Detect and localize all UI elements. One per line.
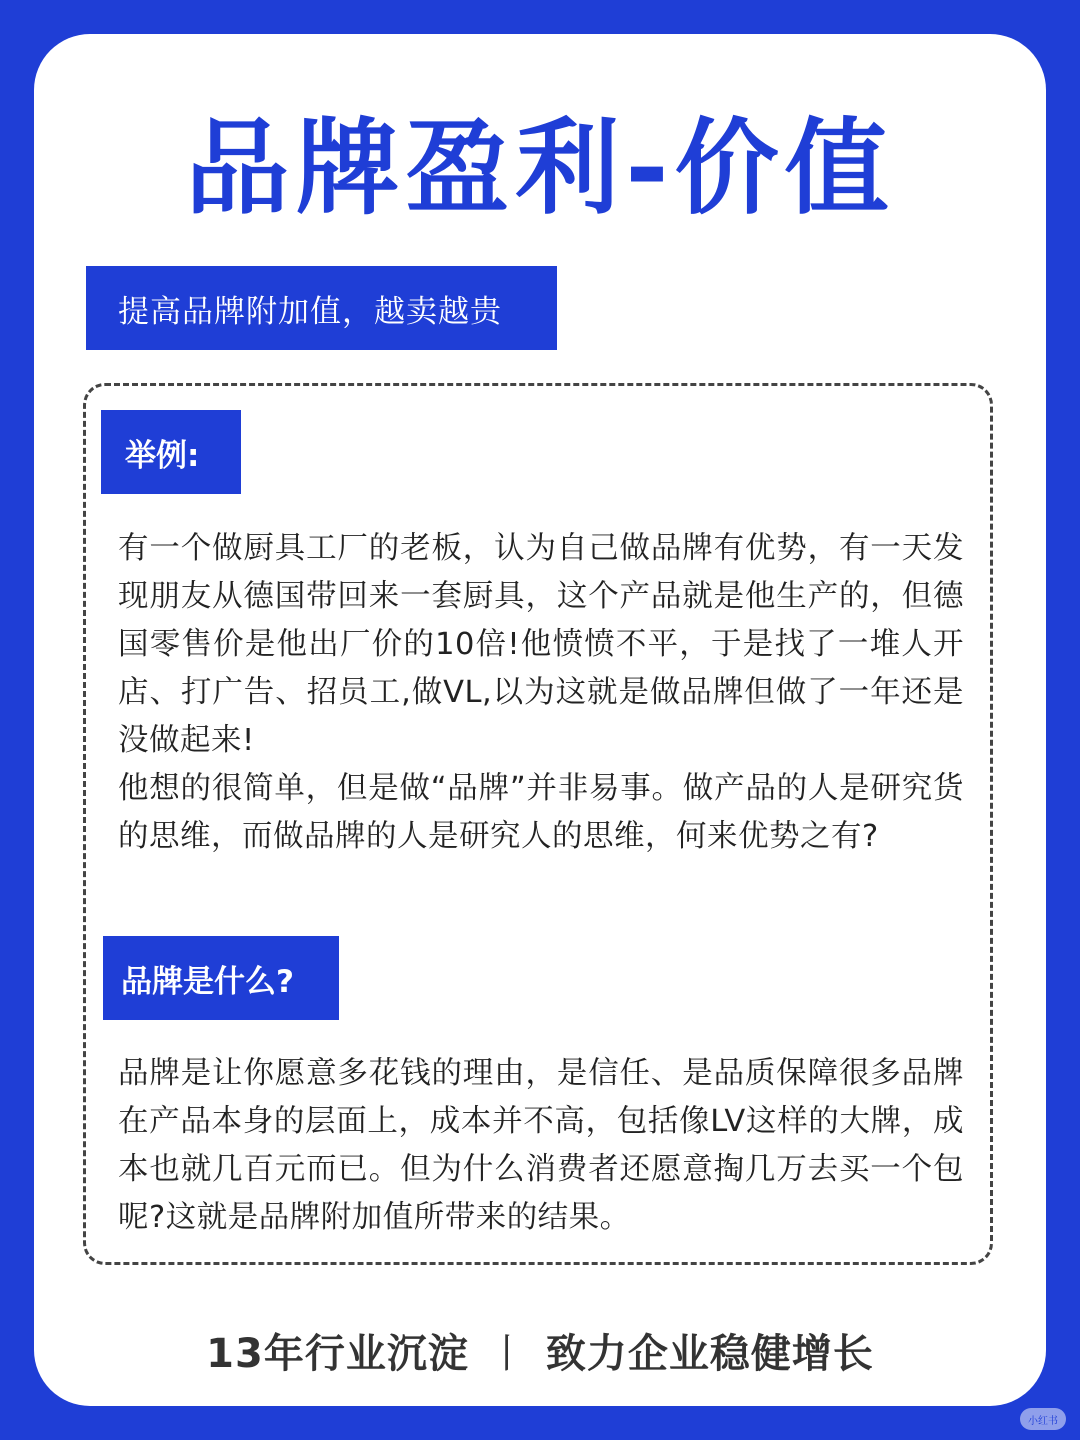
- watermark-logo: [1020, 1408, 1066, 1430]
- example-tag-label: 举例:: [125, 437, 200, 474]
- footer-slogan: [0, 1322, 1080, 1379]
- definition-tag-label: 品牌是什么?: [121, 963, 294, 1000]
- definition-tag: [103, 936, 339, 1020]
- watermark-text: 小红书: [1028, 1415, 1058, 1427]
- subtitle-banner: [86, 266, 557, 350]
- example-paragraph-2: 他想的很简单，但是做“品牌”并非易事。做产品的人是研究货的思维，而做品牌的人是研究人的思维，何来优势之有?: [118, 771, 964, 854]
- page-title: 品牌盈利-价值: [185, 107, 895, 229]
- example-tag: [101, 410, 241, 494]
- definition-paragraph: 品牌是让你愿意多花钱的理由，是信任、是品质保障很多品牌在产品本身的层面上，成本并不高，包括像LV这样的大牌，成本也就几百元而已。但为什么消费者还愿意掏几万去买一个包呢?这就是品牌附加值所带来的结果。: [118, 1056, 964, 1235]
- footer-left: 13年行业沉淀: [206, 1331, 469, 1377]
- subtitle-text: 提高品牌附加值，越卖越贵: [118, 293, 502, 330]
- footer-right: 致力企业稳健增长: [545, 1331, 874, 1377]
- footer-separator: 丨: [486, 1331, 528, 1377]
- example-paragraph-1: 有一个做厨具工厂的老板，认为自己做品牌有优势，有一天发现朋友从德国带回来一套厨具，这个产品就是他生产的，但德国零售价是他出厂价的10倍!他愤愤不平，于是找了一堆人开店、打广告、招员工,做VL,以为这就是做品牌但做了一年还是没做起来!: [118, 531, 964, 758]
